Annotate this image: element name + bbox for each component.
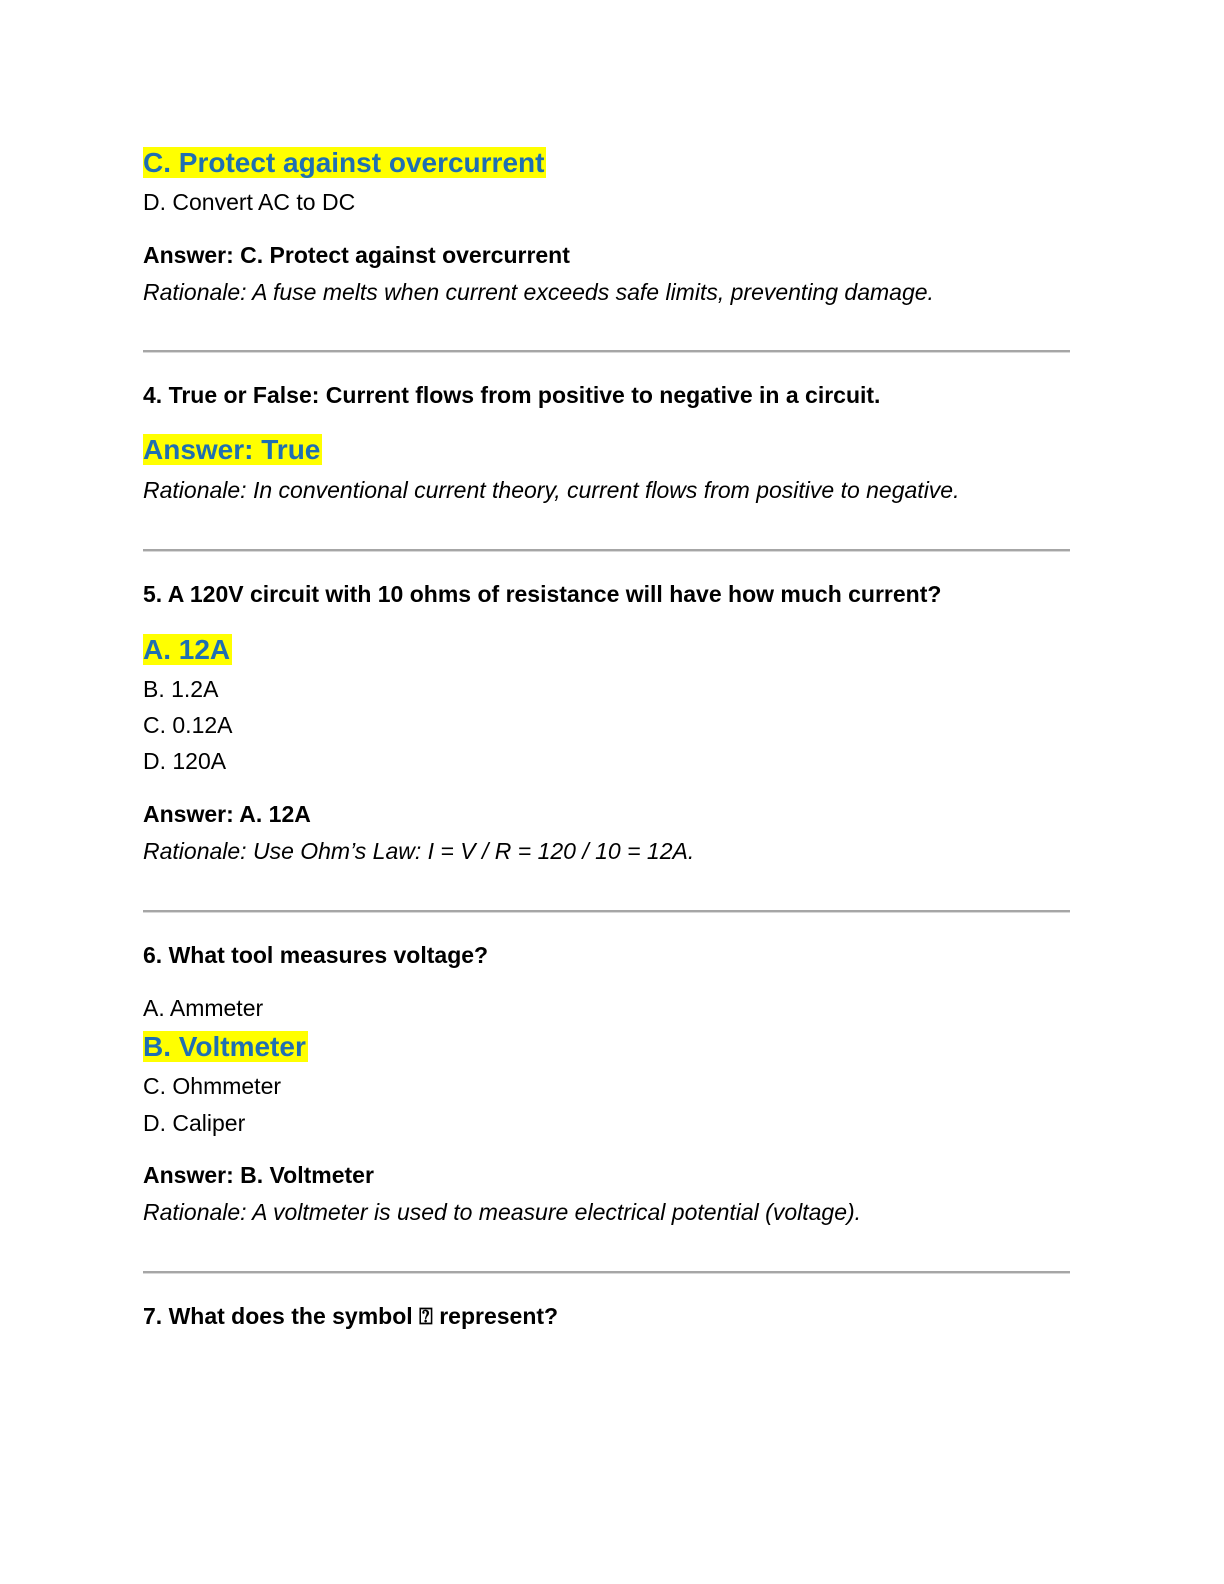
q4-question: 4. True or False: Current flows from positive to negative in a circuit. [143,382,881,408]
q6-rationale: Rationale: A voltmeter is used to measure electrical potential (voltage). [143,1199,862,1225]
q4-answer: Answer: True [143,434,321,465]
q5-rationale: Rationale: Use Ohm’s Law: I = V / R = 120 / 10 = 12A. [143,838,695,864]
q5-answer: Answer: A. 12A [143,801,311,827]
separator [143,1271,1070,1274]
q5-question: 5. A 120V circuit with 10 ohms of resistance will have how much current? [143,581,942,607]
q3-option-d: D. Convert AC to DC [143,189,356,215]
q3-rationale: Rationale: A fuse melts when current exceeds safe limits, preventing damage. [143,279,934,305]
q6-option-c: C. Ohmmeter [143,1073,282,1099]
q6-option-a: A. Ammeter [143,995,264,1021]
q7-question: 7. What does the symbol ⍰ represent? [143,1303,559,1329]
separator [143,549,1070,552]
q6-option-b-highlighted [143,1029,308,1065]
q6-option-d: D. Caliper [143,1110,246,1136]
q4-rationale: Rationale: In conventional current theory, current flows from positive to negative. [143,477,960,503]
separator [143,350,1070,353]
separator [143,910,1070,913]
q5-option-a-highlighted [143,632,232,668]
q5-option-b: B. 1.2A [143,676,219,702]
q6-question: 6. What tool measures voltage? [143,942,489,968]
q5-option-c: C. 0.12A [143,712,233,738]
q4-answer-highlighted [143,432,322,468]
q6-correct-option: B. Voltmeter [143,1031,306,1062]
q5-correct-option: A. 12A [143,634,231,665]
q3-answer: Answer: C. Protect against overcurrent [143,242,570,268]
q6-answer: Answer: B. Voltmeter [143,1162,374,1188]
q3-correct-option: C. Protect against overcurrent [143,147,545,178]
q3-option-c-highlighted [143,145,546,181]
q5-option-d: D. 120A [143,748,227,774]
